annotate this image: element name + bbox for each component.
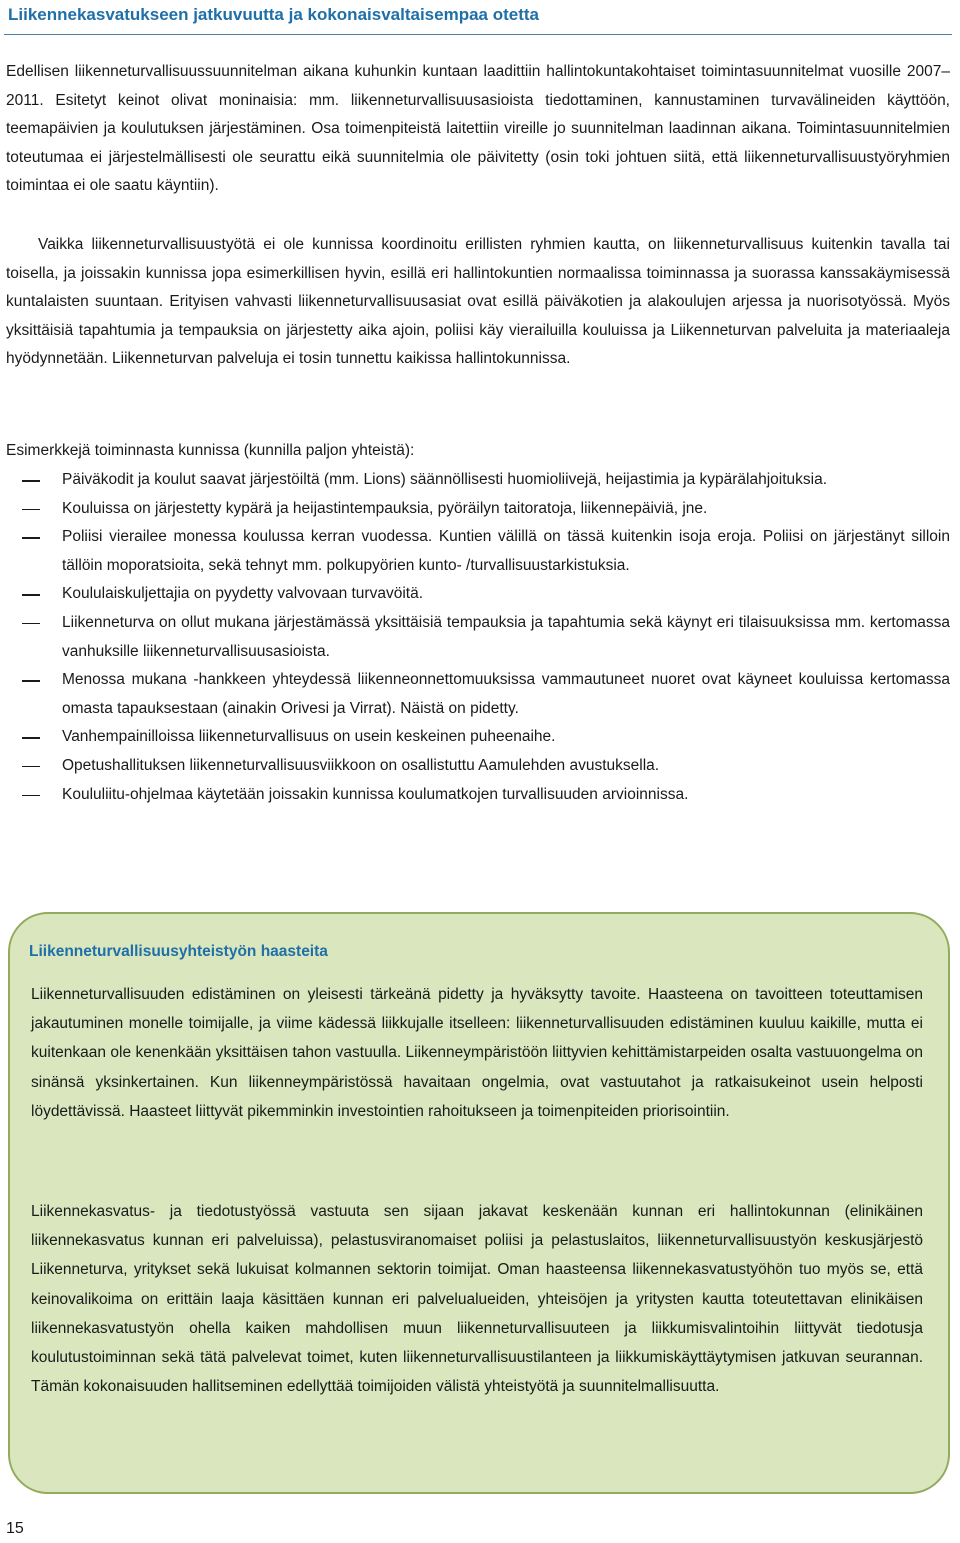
dash-bullet-icon — [22, 594, 40, 596]
list-item-text: Koululaiskuljettajia on pyydetty valvovaan turvavöitä. — [62, 585, 424, 603]
list-item-text: Opetushallituksen liikenneturvallisuusviikkoon on osallistuttu Aamulehden avustuksella. — [62, 756, 660, 774]
heading-rule — [4, 34, 952, 35]
dash-bullet-icon — [22, 537, 40, 539]
list-item — [6, 723, 950, 752]
list-item-text: Koululiitu-ohjelmaa käytetään joissakin kunnissa koulumatkojen turvallisuuden arvioinnissa. — [62, 785, 689, 803]
list-item-text: Menossa mukana -hankkeen yhteydessä liikenneonnettomuuksissa vammautuneet nuoret ovat käyneet kouluissa kertomassa omasta tapauksestaan (ainakin Orivesi ja Virrat). Näistä on pidetty. — [62, 671, 950, 717]
list-item — [6, 752, 950, 781]
dash-bullet-icon — [22, 795, 40, 797]
list-item-text: Liikenneturva on ollut mukana järjestämässä yksittäisiä tempauksia ja tapahtumia sekä käynyt eri tilaisuuksissa mm. kertomassa vanhuksille liikenneturvallisuusasioista. — [62, 613, 950, 660]
list-item — [6, 580, 950, 609]
dash-bullet-icon — [22, 509, 40, 511]
page-heading: Liikennekasvatukseen jatkuvuutta ja kokonaisvaltaisempaa otetta — [8, 5, 539, 24]
list-item — [6, 495, 950, 524]
list-item-text: Kouluissa on järjestetty kypärä ja heijastintempauksia, pyöräilyn taitoratoja, liikennepäiviä, jne. — [62, 499, 708, 517]
list-item — [6, 466, 950, 495]
list-item — [6, 523, 950, 580]
page-number: 15 — [6, 1520, 24, 1537]
dash-bullet-icon — [22, 766, 40, 768]
paragraph-2: Vaikka liikenneturvallisuustyötä ei ole kunnissa koordinoitu erillisten ryhmien kautta, on liikenneturvallisuus kuitenkin tavalla tai toisella, ja joissakin kunnissa jopa esimerkillisen hyvin, esillä eri hallintokuntien normaalissa toiminnassa ja suorassa kanssakäymisessä kuntalaisten suuntaan. Erityisen vahvasti liikenneturvallisuusasiat ovat esillä päiväkotien ja alakoulujen arjessa ja nuorisotyössä. Myös yksittäisiä tapahtumia ja tempauksia on järjestetty aika ajoin, poliisi käy vierailuilla kouluissa ja Liikenneturvan palveluita ja materiaaleja hyödynnetään. Liikenneturvan palveluja ei tosin tunnettu kaikissa hallintokunnissa. — [6, 236, 950, 368]
dash-bullet-icon — [22, 623, 40, 625]
list-item — [6, 609, 950, 666]
box-paragraph-2: Liikennekasvatus- ja tiedotustyössä vastuuta sen sijaan jakavat keskenään kunnan eri hallintokunnan (elinikäinen liikennekasvatus kunnan eri palveluissa), pelastusviranomaiset poliisi ja pelastuslaitos, liikenneturvallisuustyön keskusjärjestö Liikenneturva, yritykset sekä lukuisat kolmannen sektorin toimijat. Oman haasteensa liikennekasvatustyöhön tuo myös se, että keinovalikoima on erittäin laaja käsittäen kunnan eri palvelualueiden, yhteisöjen ja yritysten kautta toteutettavan elinikäisen liikennekasvatustyön ohella kaiken mahdollisen muun liikenneturvallisuuteen ja liikkumisvalintoihin liittyvät tiedotusja koulutustoiminnan sekä tätä palvelevat toimet, kuten liikenneturvallisuustilanteen ja liikkumiskäyttäytymisen jatkuvan seurannan. Tämän kokonaisuuden hallitseminen edellyttää toimijoiden välistä yhteistyötä ja suunnitelmallisuutta. — [31, 1203, 923, 1396]
paragraph-1: Edellisen liikenneturvallisuussuunnitelman aikana kuhunkin kuntaan laadittiin hallintokuntakohtaiset toimintasuunnitelmat vuosille 2007–2011. Esitetyt keinot olivat moninaisia: mm. liikenneturvallisuusasioista tiedottaminen, kannustaminen turvavälineiden käyttöön, teemapäivien ja koulutuksen järjestäminen. Osa toimenpiteistä laitettiin vireille jo suunnitelman laadinnan aikana. Toimintasuunnitelmien toteutumaa ei järjestelmällisesti ole seurattu eikä suunnitelmia ole päivitetty (osin toki johtuen siitä, että liikenneturvallisuustyöryhmien toimintaa ei ole saatu käyntiin). — [6, 63, 950, 195]
box-paragraph-1: Liikenneturvallisuuden edistäminen on yleisesti tärkeänä pidetty ja hyväksytty tavoite. Haasteena on tavoitteen toteuttamisen jakautuminen monelle toimijalle, ja viime kädessä liikkujalle itselleen: liikenneturvallisuuden edistäminen kuuluu kaikille, mutta ei kuitenkaan ole kenenkään yksittäisen tahon vastuulla. Liikenneympäristöön liittyvien kehittämistarpeiden osalta vastuuongelma on sinänsä yksinkertainen. Kun liikenneympäristössä havaitaan ongelmia, ovat vastuutahot ja ratkaisukeinot usein helposti löydettävissä. Haasteet liittyvät pikemminkin investointien rahoitukseen ja toimenpiteiden priorisointiin. — [31, 986, 923, 1120]
dash-bullet-icon — [22, 480, 40, 482]
box-title: Liikenneturvallisuusyhteistyön haasteita — [29, 943, 328, 960]
examples-list — [6, 466, 950, 809]
list-item-text: Päiväkodit ja koulut saavat järjestöiltä (mm. Lions) säännöllisesti huomioliivejä, heijastimia ja kypärälahjoituksia. — [62, 471, 828, 488]
examples-intro: Esimerkkejä toiminnasta kunnissa (kunnilla paljon yhteistä): — [6, 442, 415, 459]
list-item-text: Vanhempainilloissa liikenneturvallisuus on usein keskeinen puheenaihe. — [62, 728, 556, 746]
dash-bullet-icon — [22, 680, 40, 682]
dash-bullet-icon — [22, 737, 40, 739]
list-item — [6, 781, 950, 810]
list-item-text: Poliisi vierailee monessa koulussa kerran vuodessa. Kuntien välillä on tässä kuitenkin isoja eroja. Poliisi on järjestänyt silloin tällöin moporatsioita, sekä tehnyt mm. polkupyörien kunto- /turvallisuustarkistuksia. — [62, 528, 950, 574]
list-item — [6, 666, 950, 723]
